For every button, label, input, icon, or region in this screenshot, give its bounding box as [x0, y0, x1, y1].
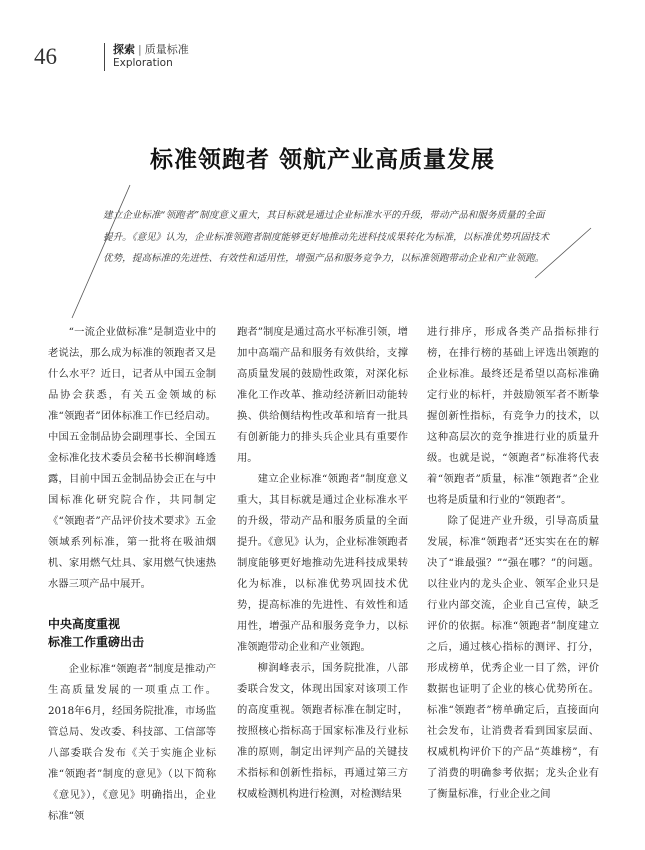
section-name: 探索 [113, 43, 135, 56]
paragraph: 企业标准“领跑者”制度是推动产生高质量发展的一项重点工作。2018年6月，经国务院批准，市场监管总局、发改委、科技部、工信部等八部委联合发布《关于实施企业标准“领跑者”制度的意见》（以下简称《意见》），《意见》明确指出，企业标准“领 [48, 663, 216, 822]
column-3 [427, 322, 599, 805]
paragraph: 跑者”制度是通过高水平标准引领，增加中高端产品和服务有效供给，支撑高质量发展的鼓励性政策，对深化标准化工作改革、推动经济新旧动能转换、供给侧结构性改革和培育一批具有创新能力的排头兵企业具有重要作用。 [237, 326, 408, 464]
paragraph: 除了促进产业升级，引导高质量发展，标准“领跑者”还实实在在的解决了“谁最强？”“强在哪？”的问题。以往业内的龙头企业、领军企业只是行业内部交流，企业自己宣传，缺乏评价的依据。标准“领跑者”制度建立之后，通过核心指标的测评、打分，形成榜单，优秀企业一目了然，评价数据也证明了企业的核心优势所在。标准“领跑者”榜单确定后，直接面向社会发布，让消费者看到国家层面、权威机构评价下的产品“英雄榜”，有了消费的明确参考依据；龙头企业有了衡量标准，行业企业之间 [427, 515, 599, 800]
page-number: 46 [34, 44, 57, 69]
subheading [48, 615, 216, 651]
paragraph: “一流企业做标准”是制造业中的老说法，那么成为标准的领跑者又是什么水平？近日，记者从中国五金制品协会获悉，有关五金领域的标准“领跑者”团体标准工作已经启动。中国五金制品协会副理事长、全国五金标准化技术委员会秘书长柳润峰透露，目前中国五金制品协会正在与中国标准化研究院合作，共同制定《“领跑者”产品评价技术要求》五金领域系列标准，第一批将在吸油烟机、家用燃气灶具、家用燃气快速热水器三项产品中展开。 [48, 326, 216, 590]
column-2 [237, 322, 408, 805]
subheading-text: 中央高度重视 标准工作重磅出击 [48, 617, 145, 649]
article-title: 标准领跑者 领航产业高质量发展 [149, 147, 495, 173]
paragraph: 柳润峰表示，国务院批准，八部委联合发文，体现出国家对该项工作的高度重视。领跑者标准在制定时，按照核心指标高于国家标准及行业标准的原则，制定出评判产品的关键技术指标和创新性指标，再通过第三方权威检测机构进行检测，对检测结果 [237, 662, 408, 800]
section-english: Exploration [113, 57, 173, 69]
paragraph: 建立企业标准“领跑者”制度意义重大，其目标就是通过企业标准水平的升级，带动产品和服务质量的全面提升。《意见》认为，企业标准领跑者制度能够更好地推动先进科技成果转化为标准，以标准优势巩固技术优势，提高标准的先进性、有效性和适用性，增强产品和服务竞争力，以标准领跑带动企业和产业领跑。 [237, 473, 408, 653]
subsection-name: 质量标准 [144, 43, 189, 56]
column-1 [48, 322, 216, 827]
paragraph: 进行排序，形成各类产品指标排行榜，在排行榜的基础上评选出领跑的企业标准。最终还是希望以高标准确定行业的标杆，并鼓励领军者不断挚握创新性指标，有竞争力的技术，以这种高层次的竞争推进行业的质量升级。也就是说，“领跑者”标准将代表着“领跑者”质量，标准“领跑者”企业也将是质量和行业的“领跑者”。 [427, 326, 599, 506]
section-separator: | [138, 43, 142, 56]
article-summary: 建立企业标准“领跑者”制度意义重大，其目标就是通过企业标准水平的升级，带动产品和服务质量的全面提升。《意见》认为，企业标准领跑者制度能够更好地推动先进科技成果转化为标准，以标准优势巩固技术优势，提高标准的先进性、有效性和适用性，增强产品和服务竞争力，以标准领跑带动企业和产业领跑。 [103, 210, 550, 264]
